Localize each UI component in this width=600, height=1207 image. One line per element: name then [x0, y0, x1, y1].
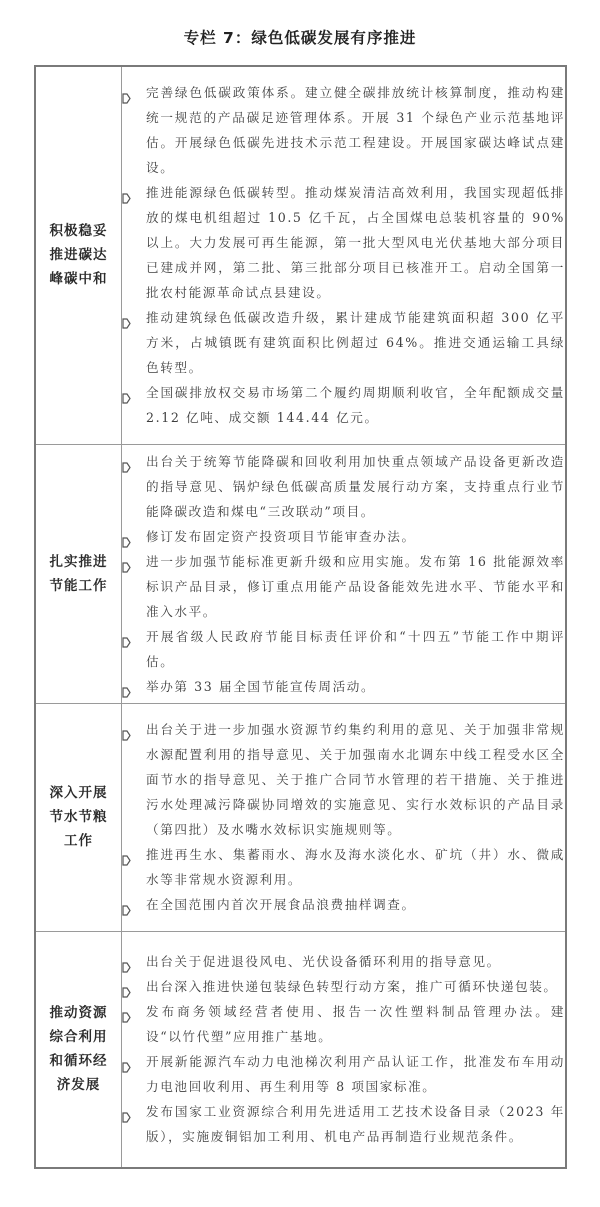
item-list — [122, 717, 565, 917]
item-text: 出台深入推进快递包装绿色转型行动方案，推广可循环快递包装。 — [146, 979, 558, 995]
section-items — [122, 703, 567, 931]
list-item — [122, 449, 565, 524]
category-line: 工作 — [64, 833, 93, 849]
item-text: 完善绿色低碳政策体系。建立健全碳排放统计核算制度，推动构建统一规范的产品碳足迹管理体系。开展 31 个绿色产业示范基地评估。开展绿色低碳先进技术示范工程建设。开展国家碳达峰试点建设。 — [146, 85, 565, 176]
list-item — [122, 305, 565, 380]
bullet-arrow-icon — [122, 956, 131, 967]
category-line: 推进碳达 — [49, 247, 108, 264]
category-line: 积极稳妥 — [49, 223, 108, 240]
bullet-arrow-icon — [122, 531, 131, 542]
item-text: 推进能源绿色低碳转型。推动煤炭清洁高效利用，我国实现超低排放的煤电机组超过 10.5 亿千瓦，占全国煤电总装机容量的 90%以上。大力发展可再生能源，第一批大型风电光伏基地大部分项目已建成并网，第二批、第三批部分项目已核准开工。启动全国第一批农村能源革命试点县建设。 — [146, 185, 565, 301]
category-line: 推动资源 — [49, 1005, 108, 1022]
bullet-arrow-icon — [122, 1006, 131, 1017]
item-text: 出台关于统筹节能降碳和回收利用加快重点领域产品设备更新改造的指导意见、锅炉绿色低碳高质量发展行动方案，支持重点行业节能降碳改造和煤电“三改联动”项目。 — [146, 453, 565, 519]
section-items — [122, 66, 567, 444]
item-text: 开展新能源汽车动力电池梯次利用产品认证工作，批准发布车用动力电池回收利用、再生利用等 8 项国家标准。 — [146, 1054, 565, 1095]
list-item — [122, 842, 565, 892]
list-item — [122, 674, 565, 699]
section-row — [35, 703, 566, 931]
list-item — [122, 974, 565, 999]
category-line: 峰碳中和 — [49, 271, 108, 288]
bullet-arrow-icon — [122, 387, 131, 398]
item-text: 发布国家工业资源综合利用先进适用工艺技术设备目录（2023 年版），实施废铜铝加工利用、机电产品再制造行业规范条件。 — [146, 1104, 565, 1145]
content-table — [34, 65, 567, 1169]
list-item — [122, 524, 565, 549]
bullet-arrow-icon — [122, 1106, 131, 1117]
item-text: 出台关于进一步加强水资源节约集约利用的意见、关于加强非常规水源配置利用的指导意见、关于加强南水北调东中线工程受水区全面节水的指导意见、关于推广合同节水管理的若干措施、关于推进污水处理减污降碳协同增效的实施意见、实行水效标识的产品目录（第四批）及水嘴水效标识实施规则等。 — [146, 722, 565, 837]
item-text: 修订发布固定资产投资项目节能审查办法。 — [146, 528, 416, 544]
item-text: 推动建筑绿色低碳改造升级，累计建成节能建筑面积超 300 亿平方米，占城镇既有建筑面积比例超过 64%。推进交通运输工具绿色转型。 — [146, 310, 565, 376]
bullet-arrow-icon — [122, 87, 131, 98]
section-row — [35, 931, 566, 1168]
section-row — [35, 444, 566, 703]
bullet-arrow-icon — [122, 681, 131, 692]
list-item — [122, 380, 565, 430]
category-line: 综合利用 — [49, 1029, 108, 1046]
list-item — [122, 549, 565, 624]
list-item — [122, 624, 565, 674]
bullet-arrow-icon — [122, 312, 131, 323]
bullet-arrow-icon — [122, 556, 131, 567]
section-items — [122, 444, 567, 703]
bullet-arrow-icon — [122, 1056, 131, 1067]
item-list — [122, 449, 565, 699]
bullet-arrow-icon — [122, 899, 131, 910]
section-row — [35, 66, 566, 444]
list-item — [122, 892, 565, 917]
category-line: 节水节粮 — [49, 809, 108, 825]
list-item — [122, 949, 565, 974]
list-item — [122, 717, 565, 842]
category-line: 深入开展 — [49, 785, 108, 801]
category-line: 扎实推进 — [49, 553, 108, 570]
item-text: 开展省级人民政府节能目标责任评价和“十四五”节能工作中期评估。 — [146, 628, 565, 669]
section-category — [35, 931, 122, 1168]
category-line: 节能工作 — [49, 577, 108, 594]
list-item — [122, 80, 565, 180]
list-item — [122, 999, 565, 1049]
list-item — [122, 1099, 565, 1149]
section-items — [122, 931, 567, 1168]
bullet-arrow-icon — [122, 724, 131, 735]
category-line: 济发展 — [56, 1077, 101, 1094]
item-text: 出台关于促进退役风电、光伏设备循环利用的指导意见。 — [146, 954, 501, 970]
section-category — [35, 703, 122, 931]
page-title: 专栏 7：绿色低碳发展有序推进 — [183, 29, 417, 47]
item-list — [122, 80, 565, 430]
section-category — [35, 66, 122, 444]
list-item — [122, 1049, 565, 1099]
category-line: 和循环经 — [49, 1053, 108, 1070]
bullet-arrow-icon — [122, 187, 131, 198]
item-text: 进一步加强节能标准更新升级和应用实施。发布第 16 批能源效率标识产品目录，修订重点用能产品设备能效先进水平、节能水平和准入水平。 — [146, 553, 565, 619]
item-text: 发布商务领域经营者使用、报告一次性塑料制品管理办法。建设“以竹代塑”应用推广基地。 — [146, 1004, 565, 1045]
item-text: 推进再生水、集蓄雨水、海水及海水淡化水、矿坑（井）水、微咸水等非常规水资源利用。 — [146, 847, 565, 887]
bullet-arrow-icon — [122, 456, 131, 467]
item-text: 全国碳排放权交易市场第二个履约周期顺利收官，全年配额成交量 2.12 亿吨、成交额 144.44 亿元。 — [146, 385, 565, 426]
item-list — [122, 949, 565, 1149]
item-text: 举办第 33 届全国节能宣传周活动。 — [146, 678, 376, 694]
section-category — [35, 444, 122, 703]
list-item — [122, 180, 565, 305]
item-text: 在全国范围内首次开展食品浪费抽样调查。 — [146, 897, 416, 912]
bullet-arrow-icon — [122, 981, 131, 992]
bullet-arrow-icon — [122, 849, 131, 860]
bullet-arrow-icon — [122, 631, 131, 642]
